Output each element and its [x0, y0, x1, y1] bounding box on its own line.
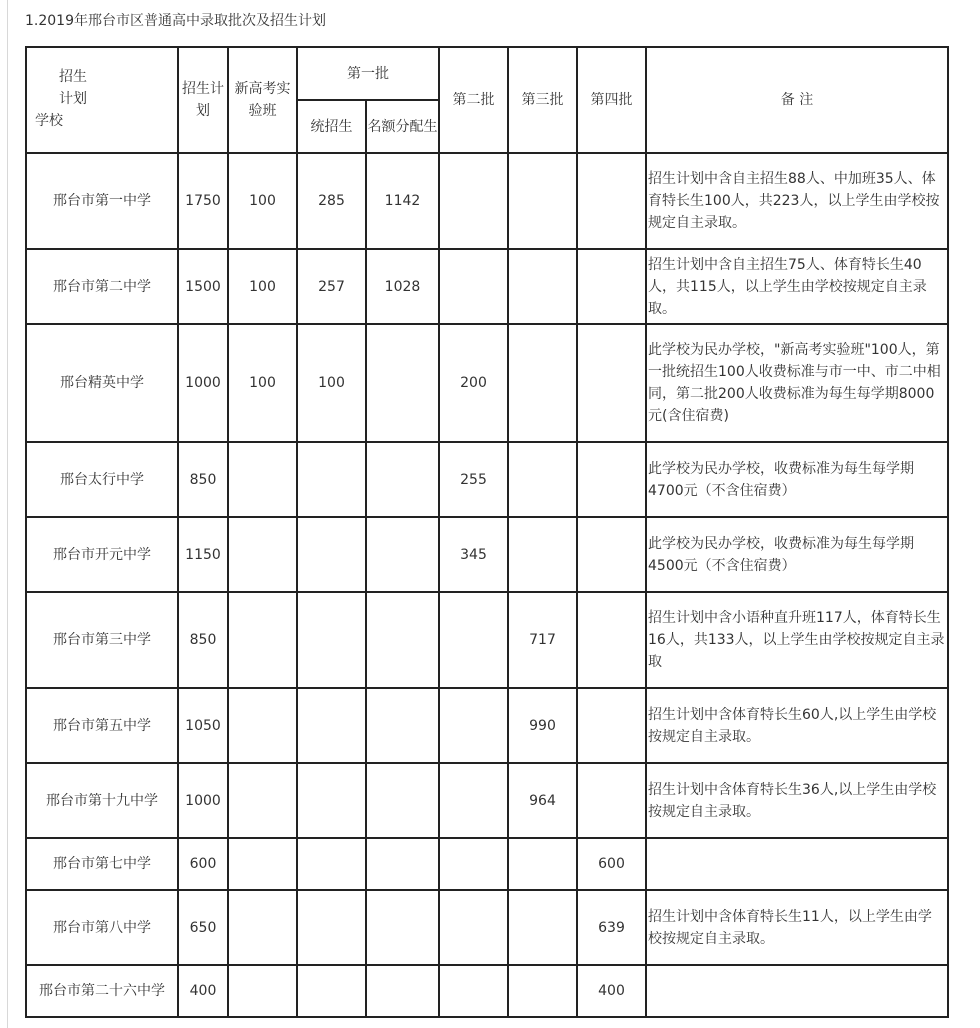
- batch1-unified-count: 100: [297, 324, 366, 442]
- school-name: 邢台市第十九中学: [26, 763, 178, 838]
- corner-header: [26, 47, 178, 153]
- school-name: 邢台精英中学: [26, 324, 178, 442]
- batch3-count: [508, 442, 577, 517]
- note-cell: 此学校为民办学校，收费标准为每生每学期4700元（不含住宿费）: [646, 442, 948, 517]
- plan-count: 1050: [178, 688, 228, 763]
- school-name: 邢台市第三中学: [26, 592, 178, 688]
- header-batch4: 第四批: [577, 47, 646, 153]
- plan-count: 850: [178, 592, 228, 688]
- note-cell: [646, 965, 948, 1017]
- page-title: 1.2019年邢台市区普通高中录取批次及招生计划: [25, 13, 326, 29]
- batch2-count: [439, 688, 508, 763]
- batch4-count: [577, 592, 646, 688]
- plan-count: 1500: [178, 249, 228, 324]
- note-cell: 此学校为民办学校，"新高考实验班"100人，第一批统招生100人收费标准与市一中、市二中相同，第二批200人收费标准为每生每学期8000元(含住宿费): [646, 324, 948, 442]
- exp-class-count: [228, 838, 297, 890]
- exp-class-count: 100: [228, 249, 297, 324]
- batch4-count: [577, 324, 646, 442]
- note-cell: 招生计划中含体育特长生36人,以上学生由学校按规定自主录取。: [646, 763, 948, 838]
- left-divider: [7, 0, 8, 1028]
- table-row: [26, 965, 948, 1017]
- batch3-count: [508, 890, 577, 965]
- batch1-unified-count: [297, 763, 366, 838]
- header-batch2: 第二批: [439, 47, 508, 153]
- note-cell: 招生计划中含自主招生75人、体育特长生40人，共115人，以上学生由学校按规定自主录取。: [646, 249, 948, 324]
- table-row: [26, 763, 948, 838]
- note-cell: 此学校为民办学校，收费标准为每生每学期4500元（不含住宿费）: [646, 517, 948, 592]
- batch4-count: 639: [577, 890, 646, 965]
- header-exp-class: 新高考实验班: [228, 47, 297, 153]
- header-batch1: 第一批: [297, 47, 439, 100]
- batch2-count: 255: [439, 442, 508, 517]
- school-name: 邢台市第二中学: [26, 249, 178, 324]
- batch2-count: [439, 965, 508, 1017]
- batch1-quota-count: [366, 592, 439, 688]
- header-batch3: 第三批: [508, 47, 577, 153]
- batch2-count: 345: [439, 517, 508, 592]
- batch4-count: [577, 249, 646, 324]
- school-name: 邢台市第二十六中学: [26, 965, 178, 1017]
- batch1-quota-count: [366, 838, 439, 890]
- plan-count: 1000: [178, 324, 228, 442]
- batch3-count: [508, 153, 577, 249]
- table-row: [26, 838, 948, 890]
- exp-class-count: 100: [228, 324, 297, 442]
- batch1-quota-count: [366, 890, 439, 965]
- exp-class-count: [228, 965, 297, 1017]
- batch1-quota-count: [366, 324, 439, 442]
- batch1-unified-count: [297, 442, 366, 517]
- batch2-count: 200: [439, 324, 508, 442]
- batch1-unified-count: 285: [297, 153, 366, 249]
- header-batch1-unified: 统招生: [297, 100, 366, 153]
- plan-count: 650: [178, 890, 228, 965]
- exp-class-count: [228, 517, 297, 592]
- note-cell: [646, 838, 948, 890]
- corner-label-bottom: 学校: [35, 113, 63, 129]
- batch4-count: [577, 153, 646, 249]
- batch2-count: [439, 592, 508, 688]
- school-name: 邢台市第八中学: [26, 890, 178, 965]
- batch1-quota-count: [366, 688, 439, 763]
- plan-count: 1000: [178, 763, 228, 838]
- batch1-unified-count: [297, 592, 366, 688]
- batch3-count: 717: [508, 592, 577, 688]
- batch4-count: 600: [577, 838, 646, 890]
- batch4-count: [577, 442, 646, 517]
- note-cell: 招生计划中含自主招生88人、中加班35人、体育特长生100人，共223人，以上学生由学校按规定自主录取。: [646, 153, 948, 249]
- batch1-unified-count: [297, 688, 366, 763]
- batch1-unified-count: [297, 890, 366, 965]
- batch1-quota-count: [366, 442, 439, 517]
- exp-class-count: [228, 890, 297, 965]
- header-note: 备 注: [646, 47, 948, 153]
- note-cell: 招生计划中含体育特长生60人,以上学生由学校按规定自主录取。: [646, 688, 948, 763]
- exp-class-count: [228, 442, 297, 517]
- note-cell: 招生计划中含小语种直升班117人，体育特长生16人，共133人，以上学生由学校按规定自主录取: [646, 592, 948, 688]
- table-row: [26, 688, 948, 763]
- exp-class-count: [228, 763, 297, 838]
- batch2-count: [439, 153, 508, 249]
- table-row: [26, 324, 948, 442]
- exp-class-count: 100: [228, 153, 297, 249]
- plan-count: 850: [178, 442, 228, 517]
- batch4-count: [577, 688, 646, 763]
- header-plan: 招生计划: [178, 47, 228, 153]
- batch1-quota-count: [366, 517, 439, 592]
- exp-class-count: [228, 592, 297, 688]
- batch3-count: [508, 838, 577, 890]
- batch1-unified-count: [297, 965, 366, 1017]
- school-name: 邢台市第一中学: [26, 153, 178, 249]
- school-name: 邢台市开元中学: [26, 517, 178, 592]
- batch4-count: 400: [577, 965, 646, 1017]
- batch2-count: [439, 249, 508, 324]
- table-row: [26, 442, 948, 517]
- batch1-quota-count: [366, 763, 439, 838]
- batch1-unified-count: [297, 517, 366, 592]
- plan-count: 600: [178, 838, 228, 890]
- school-name: 邢台市第五中学: [26, 688, 178, 763]
- table-row: [26, 153, 948, 249]
- header-batch1-quota: 名额分配生: [366, 100, 439, 153]
- school-name: 邢台太行中学: [26, 442, 178, 517]
- plan-count: 400: [178, 965, 228, 1017]
- batch3-count: [508, 965, 577, 1017]
- batch1-quota-count: 1142: [366, 153, 439, 249]
- corner-label-middle: 计划: [59, 91, 87, 107]
- exp-class-count: [228, 688, 297, 763]
- batch2-count: [439, 838, 508, 890]
- batch3-count: 964: [508, 763, 577, 838]
- table-row: [26, 890, 948, 965]
- table-row: [26, 592, 948, 688]
- note-cell: 招生计划中含体育特长生11人，以上学生由学校按规定自主录取。: [646, 890, 948, 965]
- batch3-count: [508, 324, 577, 442]
- batch3-count: [508, 517, 577, 592]
- enrollment-plan-table: [25, 46, 949, 1018]
- batch4-count: [577, 517, 646, 592]
- batch3-count: 990: [508, 688, 577, 763]
- batch4-count: [577, 763, 646, 838]
- corner-label-top: 招生: [59, 69, 87, 85]
- batch1-quota-count: 1028: [366, 249, 439, 324]
- batch1-unified-count: [297, 838, 366, 890]
- plan-count: 1750: [178, 153, 228, 249]
- batch2-count: [439, 890, 508, 965]
- batch1-quota-count: [366, 965, 439, 1017]
- table-row: [26, 517, 948, 592]
- batch2-count: [439, 763, 508, 838]
- plan-count: 1150: [178, 517, 228, 592]
- table-row: [26, 249, 948, 324]
- batch1-unified-count: 257: [297, 249, 366, 324]
- school-name: 邢台市第七中学: [26, 838, 178, 890]
- batch3-count: [508, 249, 577, 324]
